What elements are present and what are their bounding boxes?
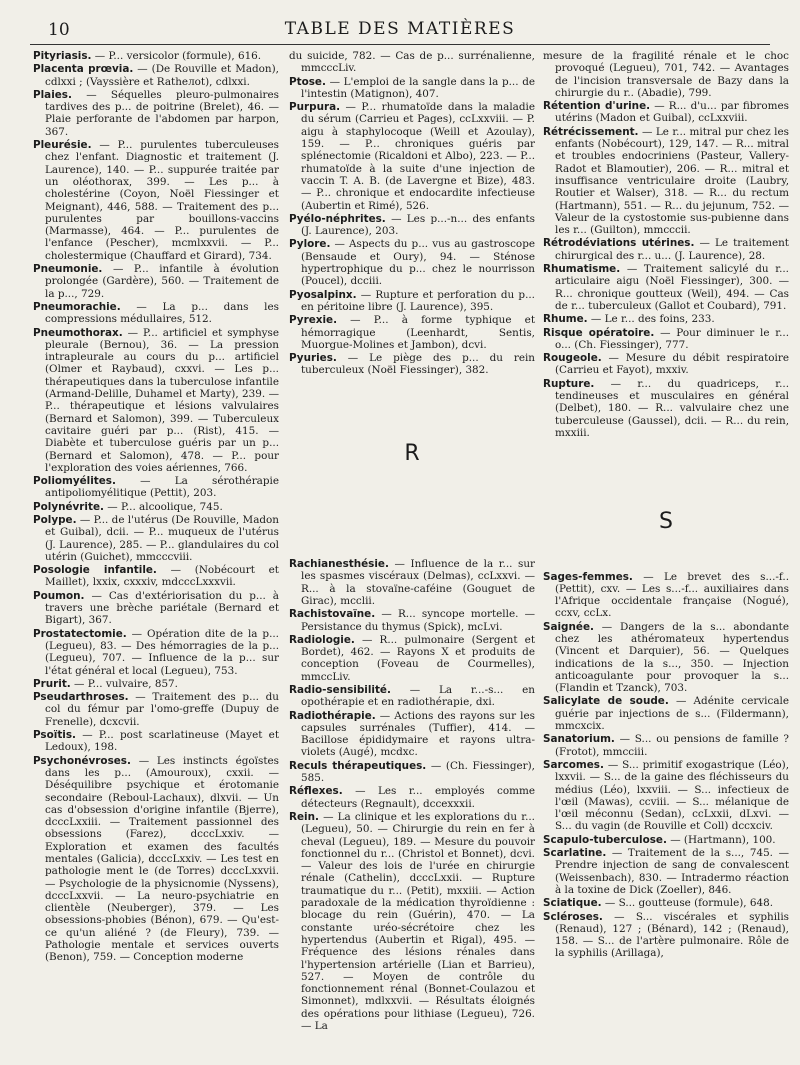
column-spacer [289, 378, 535, 448]
index-entry [543, 733, 789, 758]
index-entry [289, 710, 535, 759]
entry-text: — Les r... employés comme détecteurs (Regnault), dccexxxii. [301, 785, 535, 810]
index-entry-continuation [289, 50, 535, 75]
entry-term: Scléroses. [543, 910, 603, 923]
index-entry [33, 564, 279, 589]
index-entry [33, 501, 279, 513]
entry-text: — Le r... mitral pur chez les enfants (Nobécourt), 129, 147. — R... mitral et troubles endocriniens (Pasteur, Vallery-Radot et Blamoutier), 206. — R... mitral et insuffisance ventriculaire droite (Laubry, Routier et Walser), 318. — R... du rectum (Hartmann), 551. — R... du jejunum, 752. — Valeur de la cystostomie sus-pubienne dans les r... (Guilton), mmcccii. [555, 125, 789, 237]
entry-term: Pityriasis. [33, 50, 92, 62]
entry-term: Pyuries. [289, 352, 337, 365]
index-column-middle [289, 50, 535, 1057]
section-letter: S [659, 509, 673, 535]
index-entry [33, 678, 279, 690]
entry-text: — (Nobécourt et Maillet), lxxix, cxxxiv, mdcccLxxxvii. [45, 564, 279, 589]
page-title: TABLE DES MATIÈRES [284, 19, 516, 39]
entry-term: Placenta prœvia. [33, 63, 134, 76]
entry-term: Pyélo-néphrites. [289, 212, 386, 225]
index-entry [543, 237, 789, 262]
entry-term: Prostatectomie. [33, 627, 127, 640]
index-entry [289, 634, 535, 683]
index-entry [543, 327, 789, 352]
entry-term: Rachistovaïne. [289, 608, 376, 621]
entry-term: Rachianesthésie. [289, 558, 389, 571]
index-entry [33, 263, 279, 300]
entry-term: Sages-femmes. [543, 570, 633, 583]
entry-text: — P... versicolor (formule), 616. [91, 50, 262, 62]
index-entry [289, 314, 535, 351]
entry-term: Pyosalpinx. [289, 288, 357, 301]
entry-term: Ptose. [289, 75, 326, 88]
entry-term: Poliomyélites. [33, 475, 116, 488]
index-entry [33, 590, 279, 627]
entry-term: Rétrodéviations utérines. [543, 237, 695, 250]
entry-term: Pylore. [289, 238, 331, 251]
entry-text: — (Hartmann), 100. [666, 833, 776, 846]
page-header [30, 16, 770, 45]
entry-term: Sarcomes. [543, 758, 604, 771]
index-entry [543, 313, 789, 325]
index-entry [33, 475, 279, 500]
entry-text: — Séquelles pleuro-pulmonaires tardives des p... de poitrine (Brelet), 46. — Plaie perforante de l'abdomen par harpon, 367. [45, 88, 279, 138]
entry-text: — Rupture et perforation du p... en péritoine libre (J. Laurence), 395. [301, 288, 535, 313]
column-spacer [543, 529, 789, 571]
entry-term: Rupture. [543, 377, 595, 390]
entry-term: Pneumorachie. [33, 300, 121, 313]
entry-term: Réflexes. [289, 785, 343, 798]
entry-text: — La p... dans les compressions médullaires, 512. [45, 300, 279, 326]
entry-term: Pseudarthroses. [33, 691, 129, 704]
entry-term: Sciatique. [543, 897, 602, 910]
entry-text: — Les p...-n... des enfants (J. Laurence), 203. [301, 212, 535, 238]
index-entry [289, 608, 535, 633]
entry-text: — P... infantile à évolution prolongée (Gardère), 560. — Traitement de la p..., 729. [45, 263, 279, 300]
entry-term: Sanatorium. [543, 733, 615, 746]
index-entry [33, 628, 279, 677]
index-entry [33, 301, 279, 326]
index-column-left [33, 50, 279, 1057]
entry-text: — Le traitement chirurgical des r... u... (J. Laurence), 28. [555, 237, 789, 262]
entry-text: — Le brevet des s...-f.. (Pettit), cxv. — Les s...-f... auxiliaires dans l'Afrique occidentale française (Nogué), ccxv, ccLx. [555, 570, 789, 620]
entry-text: — Cas d'extériorisation du p... à travers une brèche pariétale (Bernard et Bigart), 367. [45, 589, 279, 627]
entry-term: Rhumatisme. [543, 263, 621, 276]
index-entry [289, 101, 535, 212]
index-entry [543, 911, 789, 960]
entry-term: Rétention d'urine. [543, 100, 651, 113]
entry-text: — La sérothérapie antipoliomyélitique (Pettit), 203. [45, 475, 279, 500]
index-entry [33, 514, 279, 563]
entry-term: Pneumothorax. [33, 326, 123, 339]
index-entry [543, 834, 789, 846]
index-entry [289, 684, 535, 709]
entry-text: — Dangers de la s... abondante chez les athéromateux hypertendus (Vincent et Darquier), 56. — Quelques indications de la s..., 350. — Injection anticoagulante pour provoquer la s... (Flandin et Tzanck), 703. [555, 620, 789, 695]
entry-text: — R... pulmonaire (Sergent et Bordet), 462. — Rayons X et produits de conception (Foveau de Courmelles), mmccLiv. [301, 633, 535, 683]
entry-text: — P... post scarlatineuse (Mayet et Ledoux), 198. [45, 729, 279, 754]
index-entry [289, 238, 535, 287]
index-entry [33, 139, 279, 262]
entry-term: Psychonévroses. [33, 754, 131, 767]
entry-text: — Pour diminuer le r... o... (Ch. Fiessinger), 777. [555, 326, 789, 351]
page-number: 10 [48, 20, 70, 40]
entry-text: — S... goutteuse (formule), 648. [601, 897, 774, 910]
entry-text: — Opération dite de la p... (Legueu), 83. — Des hémorragies de la p... (Legueu), 707. — Influence de la p... sur l'état général et local (Legueu), 753. [45, 627, 279, 677]
entry-term: Posologie infantile. [33, 564, 157, 577]
index-entry [543, 847, 789, 896]
entry-text: — r... du quadriceps, r... tendineuses et musculaires en général (Delbet), 180. — R... valvulaire chez une tuberculeuse (Gaussel), dcii. — R... du rein, mxxiii. [555, 377, 789, 439]
entry-term: Purpura. [289, 101, 341, 114]
entry-text: — Traitement de la s..., 745. — Prendre injection de sang de convalescent (Weissenbach), 830. — Intradermo réaction à la toxine de Dick (Zoeller), 846. [555, 847, 789, 896]
entry-term: Rougeole. [543, 352, 602, 365]
index-entry [543, 126, 789, 237]
entry-term: Rhume. [543, 313, 588, 326]
index-entry [289, 213, 535, 238]
index-entry [33, 729, 279, 754]
entry-term: Pleurésie. [33, 139, 92, 152]
entry-text: — Aspects du p... vus au gastroscope (Bensaude et Oury), 94. — Sténose hypertrophique du p... chez le nourrisson (Poucel), dcciii. [301, 238, 535, 288]
entry-text: — Adénite cervicale guérie par injections de s... (Fildermann), mmcxcix. [555, 695, 789, 733]
entry-term: Prurit. [33, 677, 71, 690]
index-entry [33, 50, 279, 62]
entry-text: — Influence de la r... sur les spasmes viscéraux (Delmas), ccLxxvi. — R... à la stovaïne-caféine (Gouguet de Girac), mcclii. [301, 558, 535, 607]
index-entry [543, 352, 789, 377]
entry-text: — La r...-s... en opothérapie et en radiothérapie, dxi. [301, 683, 535, 709]
entry-text: — Traitement salicylé du r... articulaire aigu (Noël Fiessinger), 300. — R... chronique goutteux (Weil), 494. — Cas de r... tuberculeux (Gallot et Coubard), 791. [555, 263, 789, 312]
index-entry [543, 621, 789, 695]
index-entry [33, 327, 279, 475]
index-entry [543, 378, 789, 439]
index-entry [289, 785, 535, 810]
index-entry [543, 100, 789, 125]
entry-text: — P... rhumatoïde dans la maladie du sérum (Carrieu et Pages), ccLxxviii. — P. aigu à staphylocoque (Weill et Azoulay), 159. — P... chroniques guéris par splénectomie (Ricaldoni et Albo), 223. — P... rhumatoïde à la suite d'une injection de vaccin T. A. B. (de Lavergne et Bize), 483. — P... chronique et endocardite infectieuse (Aubertin et Rimé), 526. [301, 101, 535, 212]
entry-text: — Mesure du débit respiratoire (Carrieu et Fayot), mxxiv. [555, 352, 789, 377]
entry-text: du suicide, 782. — Cas de p... surrénalienne, mmcccLiv. [289, 50, 535, 75]
entry-text: — (De Rouville et Madon), cdlxxi ; (Vayssière et Ratheлot), cdlxxi. [45, 63, 279, 88]
column-spacer [289, 460, 535, 558]
index-entry [289, 811, 535, 1032]
entry-text: — P... alcoolique, 745. [103, 500, 223, 513]
index-entry [33, 63, 279, 88]
entry-text: mesure de la fragilité rénale et le choc provoqué (Legueu), 701, 742. — Avantages de l'incision transversale de Bazy dans la chirurgie du r.. (Abadie), 799. [543, 50, 789, 99]
entry-text: — S... primitif exogastrique (Léo), lxxvii. — S... de la gaine des fléchisseurs du médius (Léo), lxxviii. — S... infectieux de l'œil (Mawas), ccviii. — S... mélanique de l'œil méconnu (Sedan), ccLxxii, dLxvi. — S... du vagin (de Rouville et Coll) dccxciv. [555, 758, 789, 833]
entry-term: Saignée. [543, 620, 594, 633]
entry-term: Pneumonie. [33, 263, 103, 276]
entry-term: Radiologie. [289, 633, 355, 646]
entry-term: Polype. [33, 513, 77, 526]
entry-term: Radio-sensibilité. [289, 683, 391, 696]
entry-term: Radiothérapie. [289, 709, 376, 722]
column-spacer [543, 440, 789, 516]
entry-term: Scapulo-tuberculose. [543, 833, 667, 846]
section-letter: R [404, 440, 420, 466]
entry-text: — (Ch. Fiessinger), 585. [301, 759, 535, 785]
entry-term: Salicylate de soude. [543, 695, 669, 708]
entry-text: — P... vulvaire, 857. [70, 677, 178, 690]
entry-term: Scarlatine. [543, 847, 607, 860]
entry-text: — S... viscérales et syphilis (Renaud), 127 ; (Bénard), 142 ; (Renaud), 158. — S... de l'artère pulmonaire. Rôle de la syphilis (Arillaga), [555, 910, 789, 960]
index-entry [33, 89, 279, 138]
entry-term: Reculs thérapeutiques. [289, 759, 427, 772]
entry-term: Rétrécissement. [543, 125, 639, 138]
index-entry [289, 76, 535, 101]
index-entry [543, 759, 789, 833]
entry-text: — P... de l'utérus (De Rouville, Madon et Guibal), dcii. — P... muqueux de l'utérus (J. Laurence), 285. — P... glandulaires du col utérin (Guichet), mmcccviii. [45, 513, 279, 563]
entry-text: — S... ou pensions de famille ? (Frotot), mmcciii. [555, 733, 789, 758]
entry-text: — Actions des rayons sur les capsules surrénales (Tuffier), 414. — Bacillose épididymaire et rayons ultra-violets (Augé), mcdxc. [301, 709, 535, 759]
entry-text: — Le r... des foins, 233. [587, 313, 715, 326]
entry-text: — P... à forme typhique et hémorragique (Leenhardt, Sentis, Muorgue-Molines et Jambon), dcvi. [301, 314, 535, 351]
index-entry [33, 755, 279, 964]
entry-text: — R... d'u... par fibromes utérins (Madon et Guibal), ccLxxviii. [555, 100, 789, 125]
entry-text: — P... artificiel et symphyse pleurale (Bernou), 36. — La pression intrapleurale au cours du p... artificiel (Olmer et Raybaud), cxxvi. — Les p... thérapeutiques dans la tuberculose infantile (Armand-Delille, Duhamel et Marty), 239. — P... thérapeutique et lésions valvulaires (Bernard et Salomon), 399. — Tuberculeux cavitaire guéri par p... (Rist), 415. — Diabète et tuberculose guéris par un p... (Bernard et Salomon), 478. — P... pour l'exploration des voies aériennes, 766. [45, 326, 279, 474]
index-entry [543, 897, 789, 909]
entry-term: Rein. [289, 810, 319, 823]
entry-text: — R... syncope mortelle. — Persistance du thymus (Spick), mcLvi. [301, 608, 535, 633]
entry-term: Plaies. [33, 88, 72, 101]
index-entry [33, 691, 279, 728]
entry-text: — La clinique et les explorations du r... (Legueu), 50. — Chirurgie du rein en fer à cheval (Legueu), 189. — Mesure du pouvoir fonctionnel du r... (Christol et Bonnet), dcvi. — Valeur des lois de l'urée en chirurgie rénale (Cathelin), dcccLxxii. — Rupture traumatique du r... (Petit), mxxiii. — Action paradoxale de la médication thyroïdienne : blocage du rein (Guérin), 470. — La constante uréo-sécrétoire chez les hypertendus (Aubertin et Rigal), 495. — Fréquence des lésions rénales dans l'hypertension artérielle (Lian et Barrieu), 527. — Moyen de contrôle du fonctionnement rénal (Bonnet-Coulazou et Simonnet), mdlxxvii. — Résultats éloignés des opérations pour lithiase (Legueu), 726. — La [301, 810, 535, 1032]
entry-text: — Traitement des p... du col du fémur par l'omo-greffe (Dupuy de Frenelle), dcxcvii. [45, 691, 279, 728]
index-entry [289, 760, 535, 785]
index-entry [543, 263, 789, 312]
entry-term: Polynévrite. [33, 500, 104, 513]
index-entry [289, 352, 535, 377]
entry-text: — P... purulentes tuberculeuses chez l'enfant. Diagnostic et traitement (J. Laurence), 140. — P... suppurée traitée par un oléothorax, 399. — Les p... à cholestérine (Coyon, Noël Fiessinger et Meignant), 446, 588. — Traitement des p... purulentes par bouillons-vaccins (Marmasse), 464. — P... purulentes de l'enfance (Pescher), mcmlxxvii. — P... cholestermique (Chauffard et Girard), 734. [45, 139, 279, 262]
entry-term: Risque opératoire. [543, 326, 655, 339]
index-entry [289, 558, 535, 607]
entry-text: — L'emploi de la sangle dans la p... de l'intestin (Matignon), 407. [301, 75, 535, 100]
index-entry [289, 289, 535, 314]
index-entry [543, 695, 789, 732]
index-entry [543, 571, 789, 620]
entry-text: — Les instincts égoïstes dans les p... (Amouroux), cxxii. — Déséquilibre psychique et érotomanie secondaire (Reboul-Lachaux), dlxvii. — Un cas d'obsession d'origine infantile (Bjerre), dcccLxxiii. — Traitement passionnel des obsessions (Farez), dcccLxxiv. — Exploration et examen des facultés mentales (Galicia), dcccLxxiv. — Les test en pathologie ment le (de Torres) dcccLxxvii. — Psychologie de la physicnomie (Nyssens), dcccLxxvii. — La neuro-psychiatrie en clientèle (Neuberger), 379. — Les obsessions-phobies (Bénon), 679. — Qu'est-ce qu'un aliéné ? (de Fleury), 739. — Pathologie mentale et services ouverts (Benon), 759. — Conception moderne [45, 754, 279, 964]
entry-term: Psoïtis. [33, 729, 76, 742]
entry-text: — Le piège des p... du rein tuberculeux (Noël Fiessinger), 382. [301, 352, 535, 377]
entry-term: Poumon. [33, 589, 85, 602]
entry-term: Pyrexie. [289, 314, 338, 327]
index-entry-continuation [543, 50, 789, 99]
index-column-right [543, 50, 789, 1057]
